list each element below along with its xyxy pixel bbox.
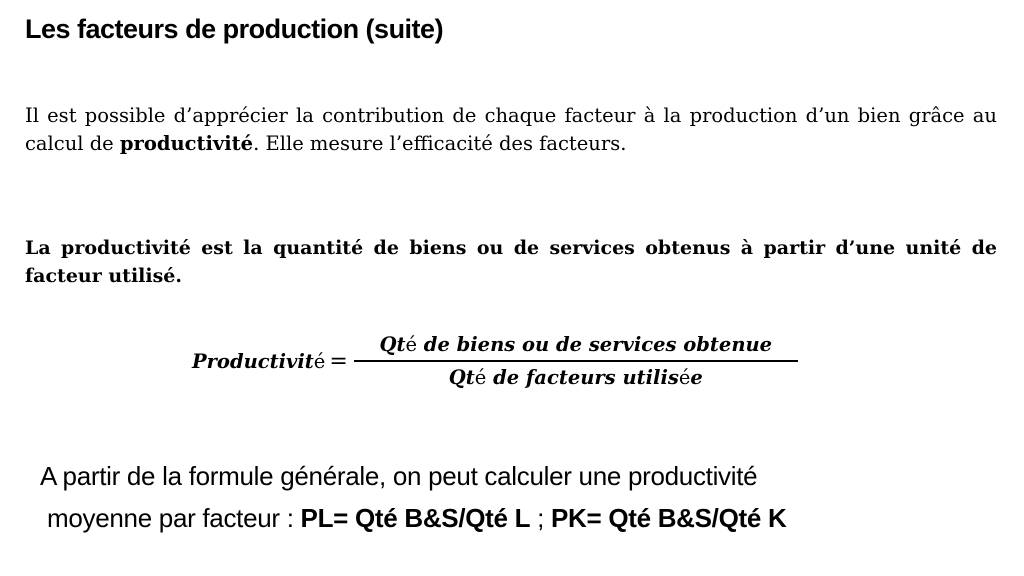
conclusion-line-2 (40, 497, 980, 539)
denominator-part-5: e (690, 366, 703, 389)
productivity-formula (192, 326, 798, 396)
conclusion-line-2-prefix: moyenne par facteur : (47, 503, 301, 533)
formula-lhs-italic: Productivit (192, 349, 314, 373)
conclusion-line-1: A partir de la formule générale, on peut calculer une productivité (40, 461, 758, 491)
denominator-part-3: de facteurs utilis (486, 366, 679, 389)
intro-emphasis: productivité (119, 132, 254, 155)
formula-fraction (354, 333, 798, 389)
intro-paragraph (25, 102, 997, 158)
formula-separator: ; (530, 503, 551, 533)
formula-pk: PK= Qté B&S/Qté K (551, 503, 787, 533)
numerator-part-2: é (405, 333, 418, 356)
formula-denominator (449, 362, 703, 389)
denominator-part-1: Qt (448, 366, 475, 389)
formula-pl: PL= Qté B&S/Qté L (300, 503, 531, 533)
intro-text-before: Il est possible d’apprécier la contribution de chaque facteur à la production d’un bien grâce au calcul de (25, 104, 997, 155)
denominator-part-2: é (474, 366, 487, 389)
formula-lhs-upright: é (313, 349, 326, 373)
formula-numerator (375, 333, 776, 360)
numerator-part-1: Qt (379, 333, 406, 356)
formula-equals-sign: = (329, 348, 348, 374)
conclusion-text (40, 455, 980, 539)
denominator-part-4: é (678, 366, 691, 389)
numerator-part-3: de biens ou de services obtenue (417, 333, 773, 356)
formula-lhs (192, 350, 325, 373)
intro-text-after: . Elle mesure l’efficacité des facteurs. (253, 132, 627, 155)
definition-paragraph: La productivité est la quantité de biens ou de services obtenus à partir d’une unité de facteur utilisé. (25, 237, 997, 287)
slide-title: Les facteurs de production (suite) (25, 14, 444, 44)
